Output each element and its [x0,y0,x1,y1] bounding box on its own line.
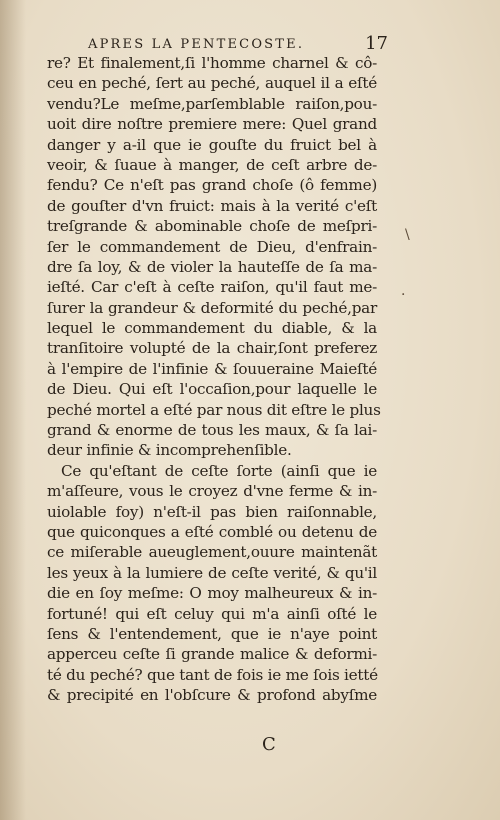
text-line: les yeux à la lumiere de ceſte verité, & qu'il [47,563,377,582]
text-line: treſgrande & abominable choſe de meſpri- [47,217,377,236]
text-line: que quiconques a eſté comblé ou detenu de [47,522,377,541]
text-line: uiolable foy) n'eſt-il pas bien raiſonnable, [47,502,377,521]
text-line: fortuné! qui eſt celuy qui m'a ainſi oſté le [47,604,377,623]
text-line: peché mortel a eſté par nous dit eſtre le plus [47,400,381,419]
text-line: veoir, & ſuaue à manger, de ceſt arbre de- [47,155,377,174]
text-line: tranſitoire volupté de la chair,ſont preferez [47,339,377,358]
text-line: té du peché? que tant de fois ie me ſois ietté [47,665,378,684]
catchword: C [262,734,276,755]
page-number: 17 [365,33,388,54]
text-line: re? Et finalement,ſi l'homme charnel & cô- [47,54,377,72]
text-line: ſurer la grandeur & deformité du peché,par [47,298,377,317]
text-line: danger y a-il que ie gouſte du fruict bel à [47,135,377,154]
text-line: Ce qu'eſtant de ceſte ſorte (ainſi que ie [61,461,377,480]
gutter-shadow [0,0,26,820]
text-line: à l'empire de l'infinie & ſouueraine Maieſté [47,359,377,378]
text-line: de gouſter d'vn fruict: mais à la verité c'eſt [47,196,377,215]
text-line: ieſté. Car c'eſt à ceſte raiſon, qu'il faut me- [47,278,377,297]
paragraph-2 [47,461,377,706]
text-line: uoit dire noſtre premiere mere: Quel grand [47,115,377,134]
paragraph-1 [47,53,381,461]
text-line: deur infinie & incomprehenſible. [47,441,292,460]
text-line: ſens & l'entendement, que ie n'aye point [47,624,377,643]
running-title: APRES LA PENTECOSTE. [88,37,305,52]
text-line: de Dieu. Qui eſt l'occaſion,pour laquelle le [47,380,377,399]
text-line: lequel le commandement du diable, & la [47,319,377,338]
text-line: fendu? Ce n'eſt pas grand choſe (ô femme) [47,176,377,195]
text-line: ſer le commandement de Dieu, d'enfrain- [47,237,377,256]
margin-mark: · [401,287,406,303]
text-line: grand & enorme de tous les maux, & ſa lai- [47,421,377,440]
margin-mark: \ [405,227,410,243]
text-line: vendu?Le meſme,parſemblable raiſon,pou- [47,94,377,113]
text-line: die en ſoy meſme: O moy malheureux & in- [47,584,377,603]
text-line: dre ſa loy, & de violer la hauteſſe de ſa ma- [47,257,377,276]
text-line: & precipité en l'obſcure & profond abyſme [47,686,377,705]
text-line: apperceu ceſte ſi grande malice & deformi- [47,645,377,664]
text-line: m'aſſeure, vous le croyez d'vne ferme & in- [47,482,377,501]
running-header [88,33,388,55]
text-line: ceu en peché, ſert au peché, auquel il a eſté [47,74,377,93]
text-line: ce miſerable aueuglement,ouure maintenãt [47,543,377,562]
body-text [47,53,381,706]
